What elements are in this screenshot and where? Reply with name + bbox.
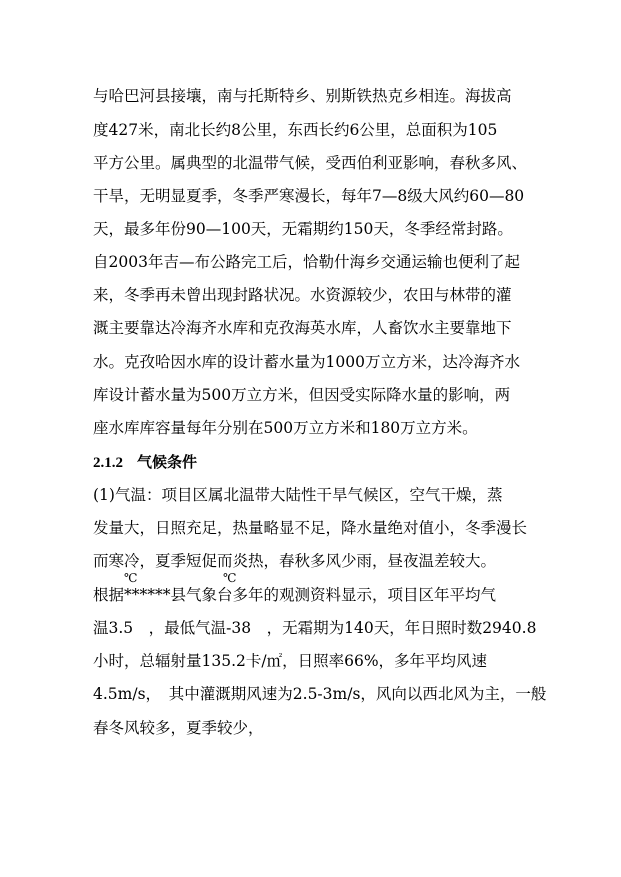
text-line: (1)气温：项目区属北温带大陆性干旱气候区，空气干燥，蒸 — [93, 486, 503, 504]
text-line: 溉主要靠达冷海齐水库和克孜海英水库，人畜饮水主要靠地下 — [93, 319, 512, 337]
text-line: 干旱，无明显夏季，冬季严寒漫长，每年7—8级大风约60—80 — [93, 187, 525, 205]
text-line: 库设计蓄水量为500万立方米，但因受实际降水量的影响，两 — [93, 386, 511, 404]
section-number: 2.1.2 — [93, 455, 123, 471]
text-line: 水。克孜哈因水库的设计蓄水量为1000万立方米，达冷海齐水 — [93, 353, 520, 371]
text-line: 春冬风较多，夏季较少， — [93, 719, 264, 737]
text-line: 度427米，南北长约8公里，东西长约6公里，总面积为105 — [93, 121, 498, 139]
text-line: 发量大，日照充足，热量略显不足，降水量绝对值小，冬季漫长 — [93, 519, 528, 537]
text-line: 座水库库容量每年分别在500万立方米和180万立方米。 — [93, 419, 478, 437]
degree-mark: ℃ — [124, 571, 138, 585]
text-line: 而寒冷，夏季短促而炎热，春秋多风少雨，昼夜温差较大。 — [93, 552, 497, 570]
text-line: 平方公里。属典型的北温带气候，受西伯利亚影响，春秋多风、 — [93, 154, 528, 172]
text-line: 来，冬季再未曾出现封路状况。水资源较少，农田与林带的灌 — [93, 286, 512, 304]
text-line: 天，最多年份90—100天，无霜期约150天，冬季经常封路。 — [93, 220, 513, 238]
text-line: 自2003年吉—布公路完工后，恰勒什海乡交通运输也便利了起 — [93, 253, 520, 271]
text-line: 温3.5 ，最低气温-38 ，无霜期为140天，年日照时数2940.8 — [93, 619, 537, 637]
section-heading — [93, 452, 197, 473]
text-line: 小时，总辐射量135.2卡/㎡，日照率66%，多年平均风速 — [93, 652, 488, 670]
section-title: 气候条件 — [137, 453, 198, 471]
text-line: 4.5m/s， 其中灌溉期风速为2.5-3m/s，风向以西北风为主，一般 — [93, 685, 547, 703]
degree-mark: ℃ — [223, 571, 237, 585]
text-line: 根据******县气象台多年的观测资料显示，项目区年平均气 — [93, 586, 497, 604]
text-line: 与哈巴河县接壤，南与托斯特乡、别斯铁热克乡相连。海拔高 — [93, 87, 512, 105]
